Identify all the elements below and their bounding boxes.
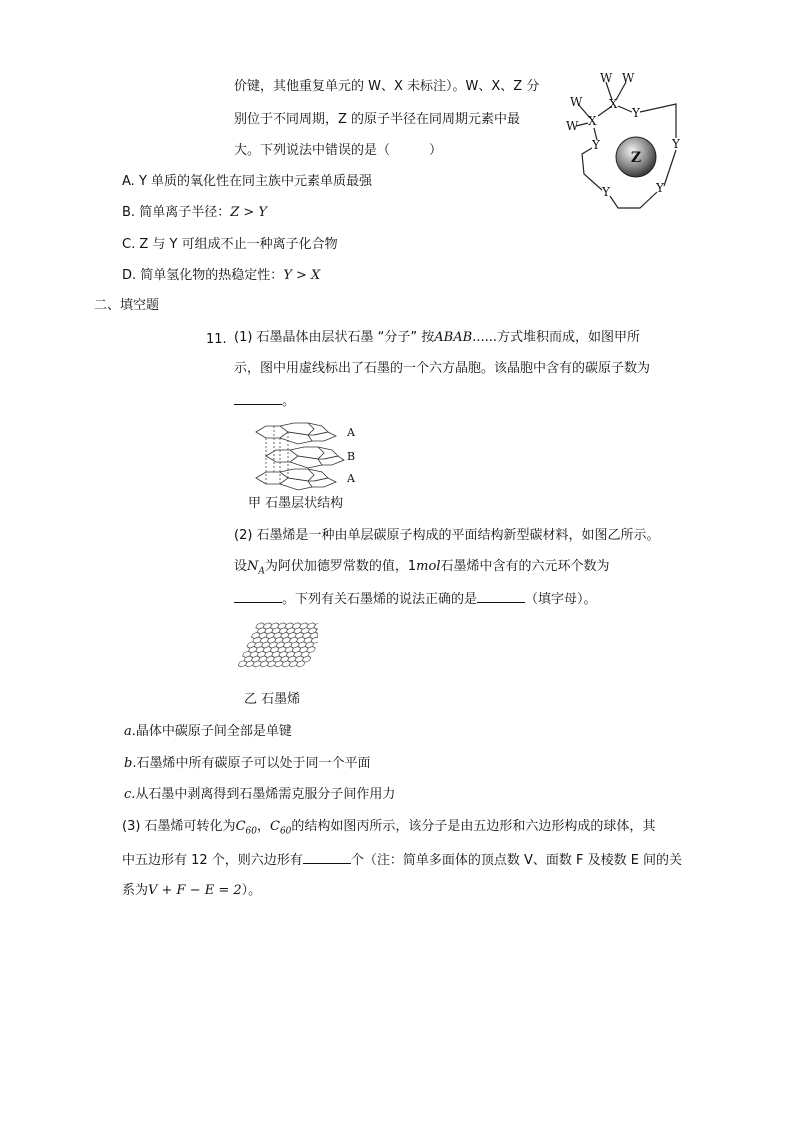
layer-a-top (256, 423, 336, 444)
text: ）。 (241, 883, 262, 898)
text: N (247, 559, 259, 574)
text: 的结构如图丙所示，该分子是由五边形和六边形构成的球体，其 (291, 819, 656, 834)
answer-blank[interactable] (234, 392, 282, 405)
text: 中五边形有 12 个，则六边形有 (122, 853, 303, 868)
q11-choice-c (124, 786, 395, 804)
math-mol: mol (416, 559, 441, 574)
graphene-hex-lattice (238, 623, 318, 667)
section-title: 二、填空题 (94, 298, 160, 313)
option-label: A. (122, 174, 135, 189)
graphite-layer-figure (252, 420, 364, 492)
q11-p3-line3 (122, 882, 261, 900)
q11-p1-line3 (234, 392, 295, 411)
text: 60 (245, 826, 257, 837)
w-label: W (600, 71, 613, 85)
option-math: Y > X (283, 268, 321, 283)
option-label: B. (122, 205, 136, 220)
option-text: Y 单质的氧化性在同主族中元素单质最强 (138, 174, 373, 189)
x-label: X (609, 97, 618, 111)
choice-text: 从石墨中剥离得到石墨烯需克服分子间作用力 (135, 787, 396, 802)
answer-blank[interactable] (234, 590, 282, 603)
layer-label-a: A (347, 426, 355, 439)
text: 设 (234, 559, 248, 574)
q11-p2-line3 (234, 590, 597, 609)
q10-option-c (122, 236, 338, 254)
figure-caption-jia: 甲 石墨层状结构 (248, 496, 344, 511)
q10-stem-line3: 大。下列说法中错误的是（ ） (234, 143, 443, 158)
y-label: Y (656, 181, 664, 195)
ring-bond (610, 192, 657, 208)
q11-p3-line1 (122, 818, 655, 841)
text: ， (256, 819, 270, 834)
layer-label-a: A (347, 472, 355, 485)
option-label: D. (122, 268, 137, 283)
w-label: W (622, 71, 635, 85)
choice-text: 石墨烯中所有碳原子可以处于同一个平面 (136, 756, 371, 771)
q10-option-a (122, 173, 372, 191)
text: C (235, 819, 246, 834)
crown-ether-structure-figure (556, 68, 706, 218)
option-label: C. (122, 237, 136, 252)
text: 为阿伏加德罗常数的值，1 (264, 559, 417, 574)
q11-p2-line1: (2) 石墨烯是一种由单层碳原子构成的平面结构新型碳材料，如图乙所示。 (234, 528, 660, 543)
q11-p2-line2 (234, 558, 610, 581)
q10-option-b (122, 204, 267, 222)
text: 石墨烯中含有的六元环个数为 (440, 559, 610, 574)
text: C (269, 819, 280, 834)
euler-formula: V + F − E = 2 (148, 883, 242, 898)
x-label: X (588, 114, 597, 128)
option-text: 简单氢化物的热稳定性： (140, 268, 284, 283)
ring-bond (664, 150, 676, 186)
option-text: Z 与 Y 可组成不止一种离子化合物 (139, 237, 338, 252)
choice-label: b. (124, 756, 137, 771)
layer-b (266, 447, 344, 468)
text: 60 (279, 826, 292, 837)
text: 个（注：简单多面体的顶点数 V、面数 F 及棱数 E 间的关 (350, 853, 683, 868)
choice-label: a. (124, 724, 136, 739)
text: ......方式堆积而成，如图甲所 (472, 330, 640, 345)
q10-option-d (122, 267, 320, 285)
y-label: Y (632, 106, 640, 120)
option-text: 简单离子半径： (139, 205, 231, 220)
math-c60 (269, 819, 292, 837)
text: (3) 石墨烯可转化为 (122, 819, 236, 834)
text: 系为 (122, 883, 149, 898)
math-na (247, 559, 265, 577)
q10-stem-line2: 别位于不同周期，Z 的原子半径在同周期元素中最 (234, 112, 521, 127)
text: （填字母）。 (525, 592, 597, 607)
q11-p1-line1 (234, 329, 640, 347)
ring-bond (640, 104, 676, 138)
math-abab: ABAB (434, 330, 473, 345)
q11-p3-line2 (122, 851, 682, 870)
q11-choice-b (124, 755, 370, 773)
choice-label: c. (124, 787, 136, 802)
y-label: Y (672, 137, 680, 151)
y-label: Y (602, 185, 610, 199)
ring-bond (582, 148, 602, 190)
choice-text: 晶体中碳原子间全部是单键 (135, 724, 292, 739)
z-label: Z (630, 150, 642, 166)
q11-p1-line2: 示，图中用虚线标出了石墨的一个六方晶胞。该晶胞中含有的碳原子数为 (234, 361, 651, 376)
text: A (258, 566, 265, 577)
q11-choice-a (124, 723, 292, 741)
w-label: W (570, 95, 583, 109)
answer-blank[interactable] (303, 851, 351, 864)
option-math: Z > Y (230, 205, 267, 220)
q11-number: 11. (206, 332, 227, 347)
bond-x-y (618, 106, 632, 112)
layer-a-bottom (256, 469, 336, 490)
graphene-figure (238, 622, 318, 682)
q10-stem-line1: 价键，其他重复单元的 W、X 未标注）。W、X、Z 分 (234, 79, 540, 94)
layer-label-b: B (347, 450, 356, 463)
text: 。 (282, 394, 296, 409)
text: 。下列有关石墨烯的说法正确的是 (282, 592, 478, 607)
text: (1) 石墨晶体由层状石墨 “分子” 按 (234, 330, 435, 345)
y-label: Y (592, 138, 600, 152)
math-c60 (235, 819, 257, 837)
w-label: W (566, 119, 579, 133)
answer-blank[interactable] (477, 590, 525, 603)
figure-caption-yi: 乙 石墨烯 (244, 692, 301, 707)
